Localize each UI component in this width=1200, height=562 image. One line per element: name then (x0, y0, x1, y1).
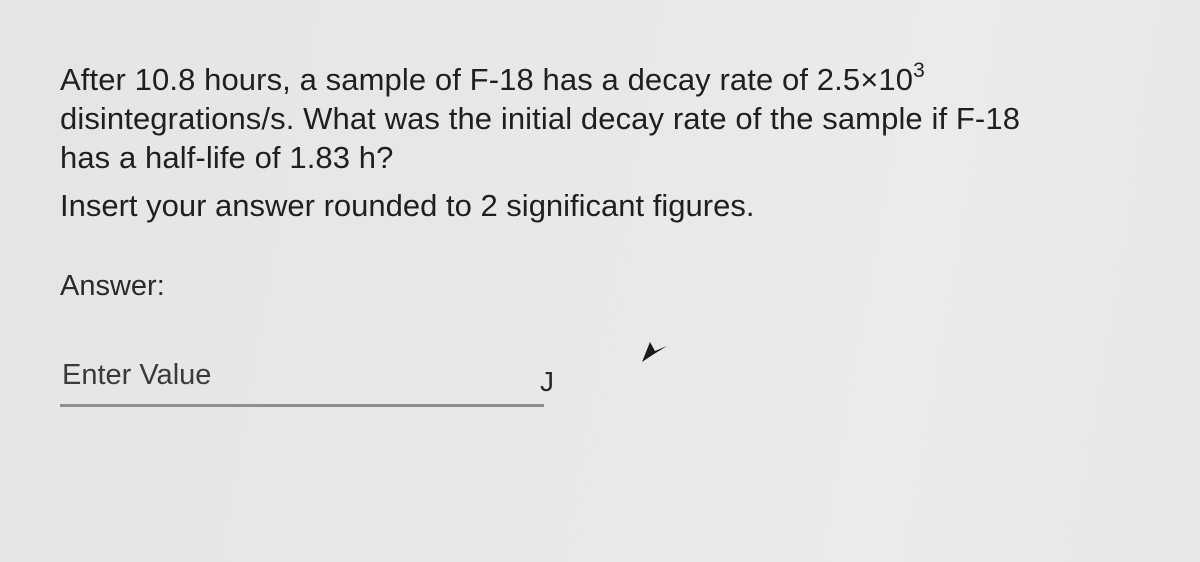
answer-field[interactable] (60, 352, 544, 407)
question-line-3: has a half-life of 1.83 h? (60, 140, 394, 175)
instruction-text: Insert your answer rounded to 2 significant figures. (60, 188, 755, 223)
answer-input[interactable] (60, 352, 532, 398)
question-text (60, 60, 1180, 177)
answer-label: Answer: (60, 270, 165, 302)
unit-label: J (540, 366, 554, 397)
question-line-1-text: After 10.8 hours, a sample of F-18 has a decay rate of 2.5×10 (60, 62, 914, 97)
exponent: 3 (913, 58, 925, 82)
mouse-pointer-icon (640, 336, 672, 368)
question-line-1 (60, 60, 1180, 99)
question-line-2: disintegrations/s. What was the initial decay rate of the sample if F-18 (60, 101, 1021, 136)
